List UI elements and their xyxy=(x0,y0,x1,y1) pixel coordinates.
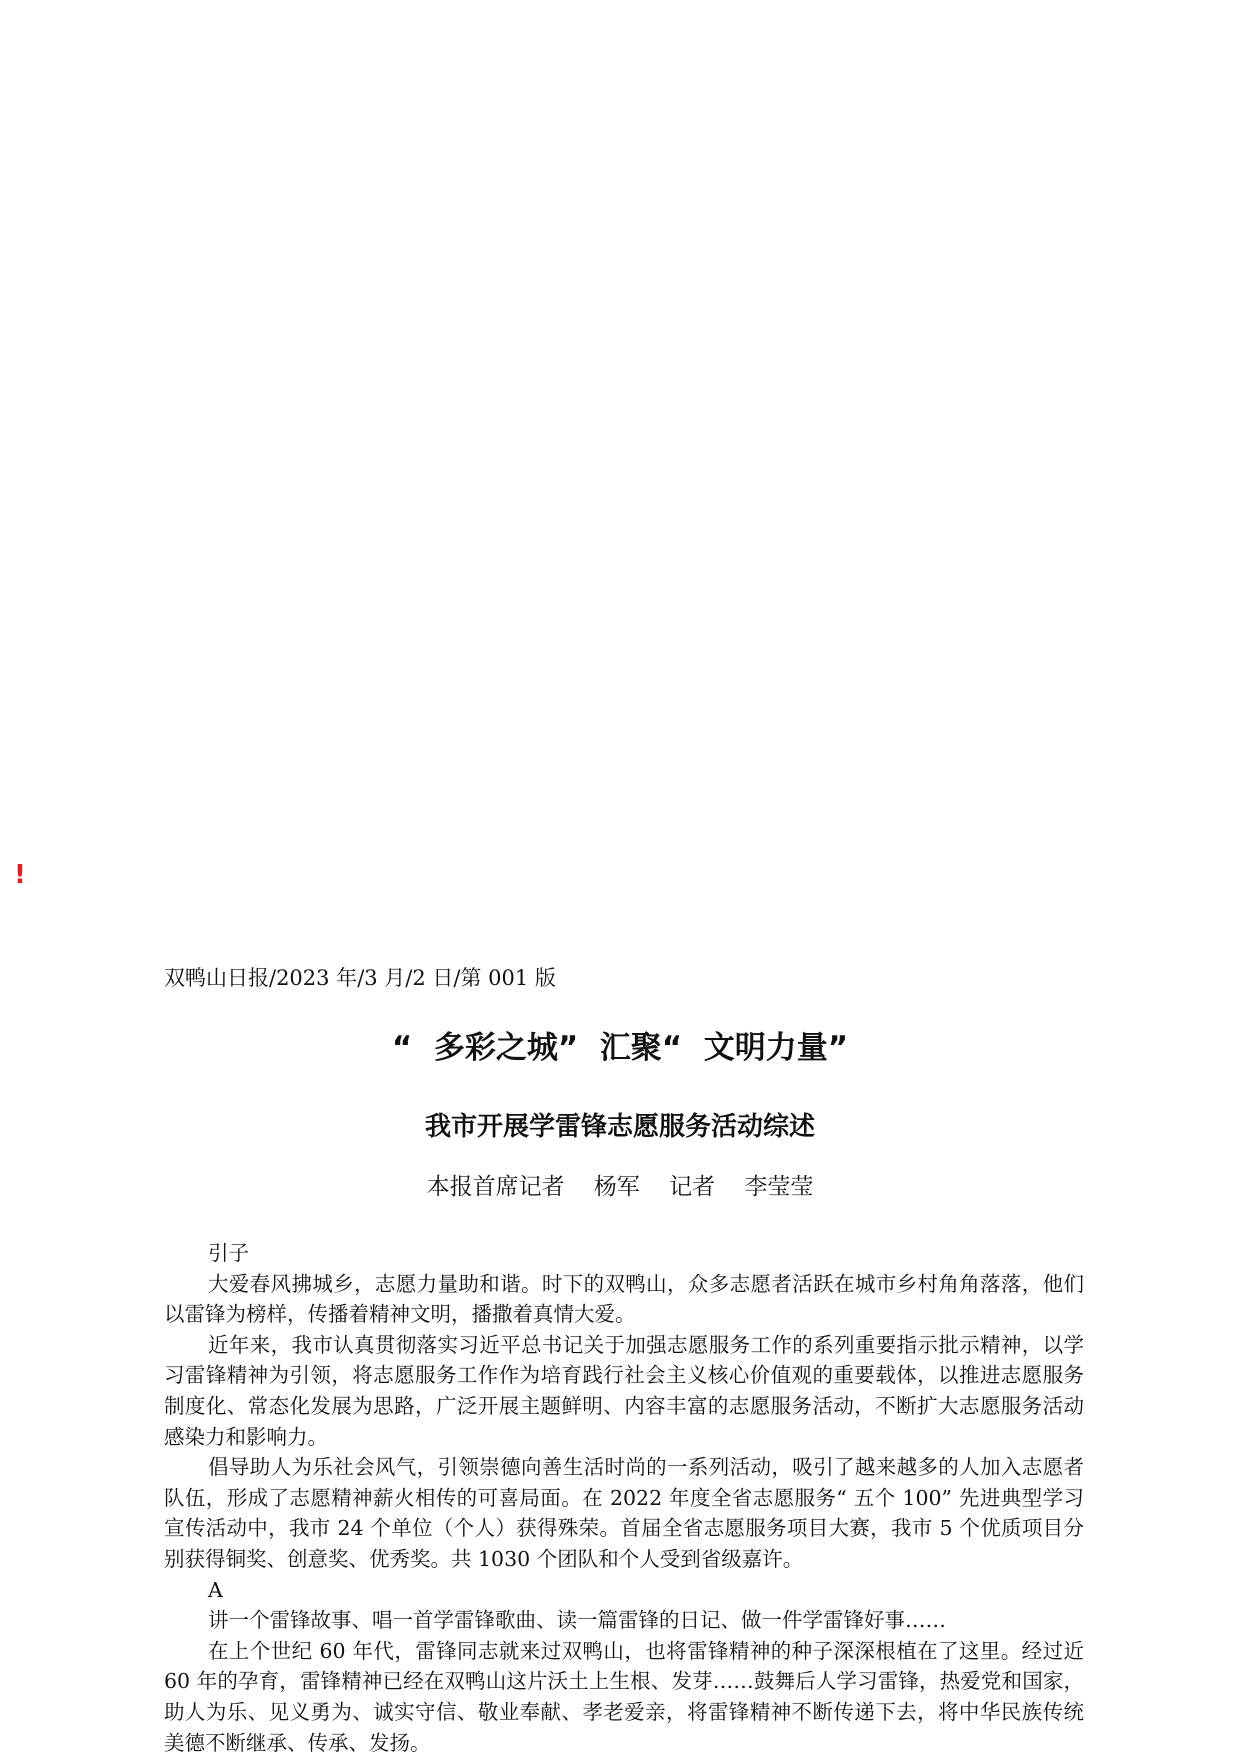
subheadline: 我市开展学雷锋志愿服务活动综述 xyxy=(424,1112,815,1142)
paragraph: 在上个世纪 60 年代，雷锋同志就来过双鸭山，也将雷锋精神的种子深深根植在了这里。经过近 60 年的孕育，雷锋精神已经在双鸭山这片沃土上生根、发芽……鼓舞后人学习雷锋，热爱党和国家，助人为乐、见义勇为、诚实守信、敬业奉献、孝老爱亲，将雷锋精神不断传递下去，将中华民族传统美德不断继承、传承、发扬。 xyxy=(164,1638,1084,1755)
section-label-intro: 引子 xyxy=(208,1241,249,1265)
paragraph: 讲一个雷锋故事、唱一首学雷锋歌曲、读一篇雷锋的日记、做一件学雷锋好事…… xyxy=(208,1608,946,1633)
warning-mark: ! xyxy=(14,860,26,890)
paragraph: 近年来，我市认真贯彻落实习近平总书记关于加强志愿服务工作的系列重要指示批示精神，以学习雷锋精神为引领，将志愿服务工作作为培育践行社会主义核心价值观的重要载体，以推进志愿服务制度化、常态化发展为思路，广泛开展主题鲜明、内容丰富的志愿服务活动，不断扩大志愿服务活动感染力和影响力。 xyxy=(164,1332,1084,1449)
article-body xyxy=(164,1238,1084,1758)
section-label-a: A xyxy=(208,1577,223,1602)
paragraph: 倡导助人为乐社会风气，引领崇德向善生活时尚的一系列活动，吸引了越来越多的人加入志愿者队伍，形成了志愿精神薪火相传的可喜局面。在 2022 年度全省志愿服务“ 五个 100” 先进典型学习宣传活动中，我市 24 个单位（个人）获得殊荣。首届全省志愿服务项目大赛，我市 5 个优质项目分别获得铜奖、创意奖、优秀奖。共 1030 个团队和个人受到省级嘉许。 xyxy=(164,1455,1084,1571)
paragraph: 大爱春风拂城乡，志愿力量助和谐。时下的双鸭山，众多志愿者活跃在城市乡村角角落落，他们以雷锋为榜样，传播着精神文明，播撒着真情大爱。 xyxy=(164,1271,1084,1327)
dateline: 双鸭山日报/2023 年/3 月/2 日/第 001 版 xyxy=(164,966,556,990)
headline: “ 多彩之城” 汇聚“ 文明力量” xyxy=(391,1030,849,1066)
byline: 本报首席记者 杨军 记者 李莹莹 xyxy=(426,1174,814,1200)
